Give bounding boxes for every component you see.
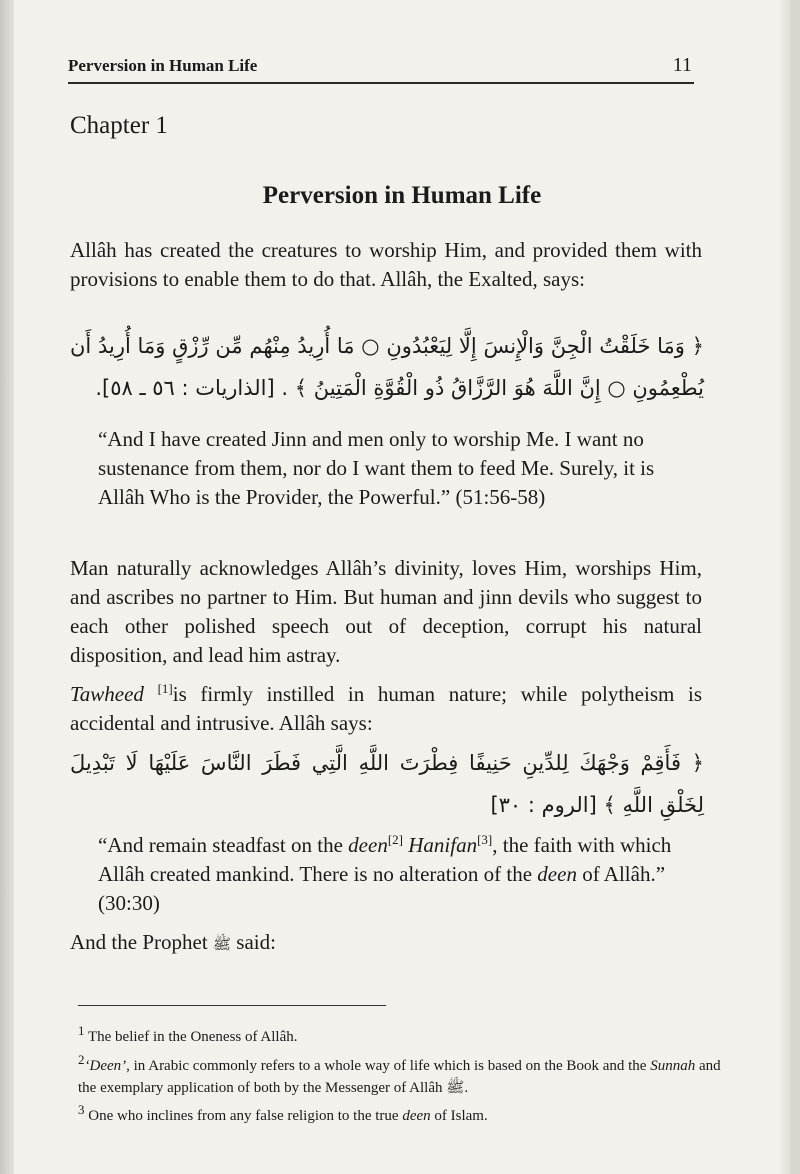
footnote-2-sunnah: Sunnah — [650, 1058, 696, 1074]
footnote-1 — [78, 1023, 726, 1048]
page-edge — [780, 0, 790, 1174]
paragraph-tawheed-text: is firmly instilled in human nature; while polytheism is accidental and intrusive. Allâh says: — [70, 682, 703, 735]
honorific-symbol: ﷺ — [212, 935, 232, 953]
quote-text-c: of Allâh.” (30:30) — [98, 862, 666, 915]
translation-quote-30 — [98, 831, 698, 918]
running-header — [68, 54, 694, 84]
book-page — [14, 0, 790, 1174]
footnote-2-term: ‘Deen’ — [84, 1058, 127, 1074]
footnote-ref-3: [3] — [477, 832, 493, 847]
book-spine-shadow — [0, 0, 14, 1174]
footnote-ref-1: [1] — [157, 681, 173, 696]
paragraph-tawheed — [70, 680, 702, 738]
quote-text-a: “And remain steadfast on the — [98, 833, 343, 857]
chapter-label: Chapter 1 — [70, 112, 168, 139]
footnote-2-honorific: ﷺ — [446, 1078, 465, 1096]
footnote-2-end: . — [464, 1080, 469, 1096]
footnote-3-term: deen — [402, 1108, 431, 1124]
prophet-text: And the Prophet — [70, 930, 208, 954]
arabic-verse-51: ﴿ وَمَا خَلَقْتُ الْجِنَّ وَالْإِنسَ إِلَّا لِيَعْبُدُونِ ○ مَا أُرِيدُ مِنْهُم مِّن رِّزْقٍ وَمَا أُرِيدُ أَن يُطْعِمُونِ ○ إِنَّ اللَّهَ هُوَ الرَّزَّاقُ ذُو الْقُوَّةِ الْمَتِينُ ﴾ . [الذاريات : ٥٦ ـ ٥٨]. — [70, 334, 704, 400]
footnote-3-text-a: One who inclines from any false religion to the true — [88, 1108, 399, 1124]
term-hanifan: Hanifan — [408, 833, 478, 857]
paragraph-prophet — [70, 928, 702, 959]
footnote-ref-2: [2] — [387, 832, 403, 847]
chapter-heading: Perversion in Human Life — [262, 182, 542, 209]
paragraph-nature: Man naturally acknowledges Allâh’s divinity, loves Him, worships Him, and ascribes no partner to Him. But human and jinn devils who suggest to each other polished speech out of deception, corrupt his natural disposition, and lead him astray. — [70, 556, 702, 667]
footnote-2-text-b: and the exemplary application of both by the Messenger of Allâh — [78, 1058, 721, 1096]
term-tawheed: Tawheed — [70, 682, 144, 706]
said-text: said: — [236, 930, 276, 954]
footnote-2 — [78, 1052, 726, 1099]
footnote-divider — [78, 1005, 386, 1006]
term-deen-2: deen — [537, 862, 577, 886]
footnote-3-text-b: of Islam. — [434, 1108, 488, 1124]
footnote-3 — [78, 1102, 726, 1127]
arabic-verse-30: ﴿ فَأَقِمْ وَجْهَكَ لِلدِّينِ حَنِيفًا فِطْرَتَ اللَّهِ الَّتِي فَطَرَ النَّاسَ عَلَيْهَا لَا تَبْدِيلَ لِخَلْقِ اللَّهِ ﴾ [الروم : ٣٠] — [70, 751, 704, 817]
paragraph-intro: Allâh has created the creatures to worship Him, and provided them with provisions to enable them to do that. Allâh, the Exalted, says: — [70, 238, 702, 291]
page-number: 11 — [672, 54, 692, 76]
translation-quote-51: “And I have created Jinn and men only to worship Me. I want no sustenance from them, nor do I want them to feed Me. Surely, it is Allâh Who is the Provider, the Powerful.” (51:56-58) — [98, 427, 655, 509]
footnote-1-text: The belief in the Oneness of Allâh. — [87, 1029, 298, 1045]
footnote-2-number: 2 — [78, 1052, 85, 1067]
footnote-1-number: 1 — [78, 1023, 85, 1038]
footnote-2-text-a: , in Arabic commonly refers to a whole way of life which is based on the Book and the — [126, 1058, 647, 1074]
quote-text-b: , the faith with which Allâh created mankind. There is no alteration of the — [98, 833, 672, 886]
term-deen: deen — [348, 833, 388, 857]
footnote-3-number: 3 — [78, 1102, 85, 1117]
running-header-title: Perversion in Human Life — [68, 56, 258, 75]
